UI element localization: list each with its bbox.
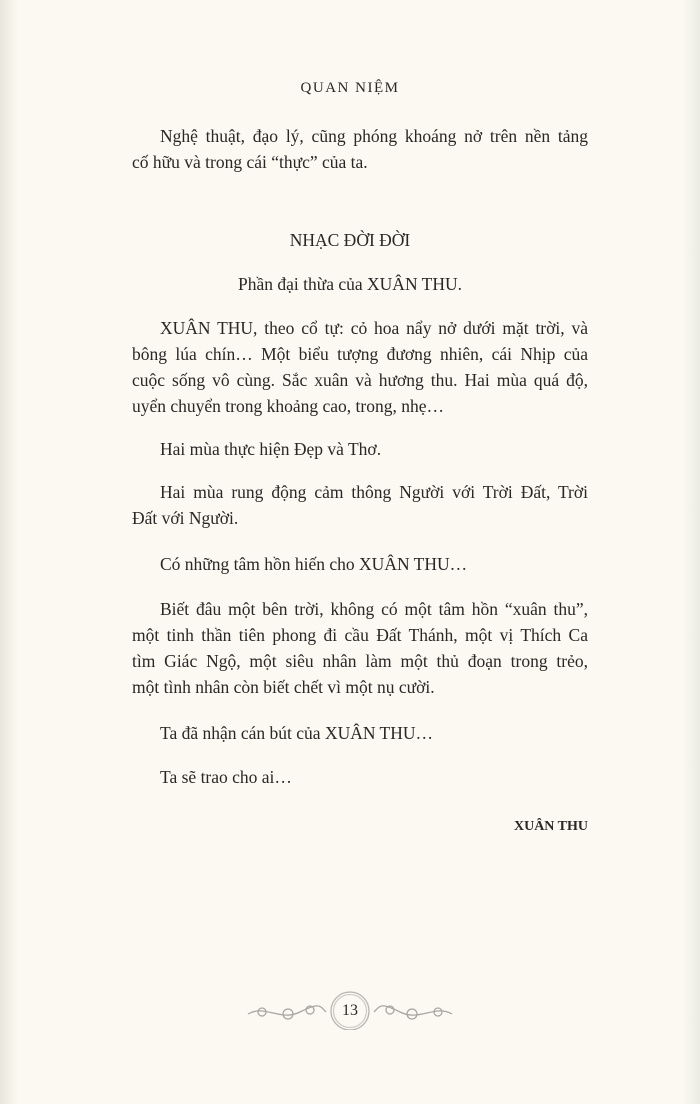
running-header: QUAN NIỆM	[300, 80, 400, 96]
paragraph-line: XUÂN THU, theo cổ tự: cỏ hoa nẩy nở dưới mặt trời, và	[160, 318, 588, 338]
paragraph-line: Biết đâu một bên trời, không có một tâm hồn “xuân thu”,	[160, 599, 588, 619]
author-signature: XUÂN THU	[513, 819, 588, 834]
paragraph-line: một tinh thần tiên phong đi cầu Đất Thánh, một vị Thích Ca	[132, 625, 588, 645]
paragraph-line: một tình nhân còn biết chết vì một nụ cười.	[132, 677, 435, 697]
page-number: 13	[342, 1002, 358, 1019]
page-edge-right	[682, 0, 700, 1104]
paragraph-line: tìm Giác Ngộ, một siêu nhân làm một thủ đoạn trong trẻo,	[132, 651, 588, 671]
paragraph-line: Ta sẽ trao cho ai…	[160, 767, 292, 787]
intro-line: cố hữu và trong cái “thực” của ta.	[132, 152, 368, 172]
paragraph-line: Hai mùa thực hiện Đẹp và Thơ.	[160, 439, 382, 459]
paragraph-line: Hai mùa rung động cảm thông Người với Trời Đất, Trời	[160, 482, 588, 502]
section-subtitle: Phần đại thừa của XUÂN THU.	[238, 274, 462, 294]
paragraph-line: Có những tâm hồn hiến cho XUÂN THU…	[160, 554, 468, 574]
paragraph-line: uyển chuyển trong khoảng cao, trong, nhẹ…	[132, 396, 445, 416]
intro-line: Nghệ thuật, đạo lý, cũng phóng khoáng nở trên nền tảng	[160, 126, 588, 146]
paragraph-line: Đất với Người.	[132, 508, 239, 528]
page-edge-left	[0, 0, 18, 1104]
paragraph-line: Ta đã nhận cán bút của XUÂN THU…	[160, 723, 434, 743]
paragraph-line: cuộc sống vô cùng. Sắc xuân và hương thu. Hai mùa quá độ,	[132, 370, 588, 390]
paragraph-line: bông lúa chín… Một biểu tượng đương nhiên, cái Nhịp của	[132, 344, 588, 364]
section-heading: NHẠC ĐỜI ĐỜI	[289, 230, 411, 250]
